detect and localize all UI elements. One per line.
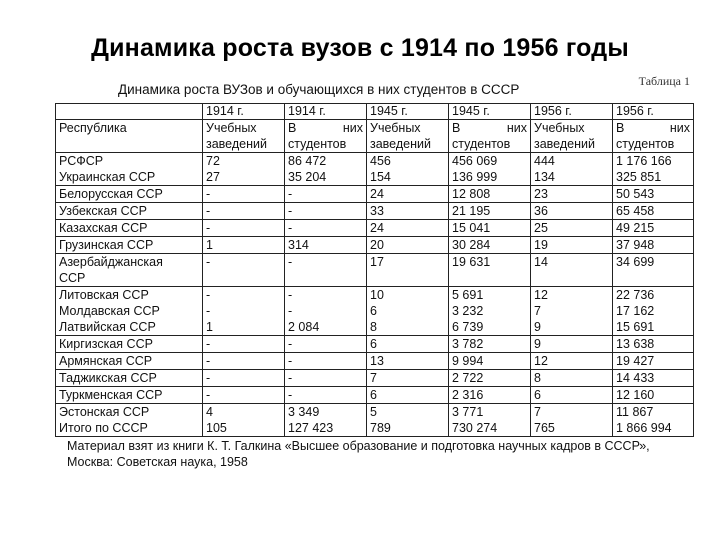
year-header: 1956 г.: [613, 104, 694, 120]
institutions-cell: 25: [531, 220, 613, 237]
republic-cell: РСФСР Украинская ССР: [56, 153, 203, 186]
institutions-cell: 23: [531, 186, 613, 203]
students-cell: 34 699: [613, 254, 694, 287]
students-cell: 19 631: [449, 254, 531, 287]
republic-header: Республика: [56, 120, 203, 153]
students-cell: 314: [285, 237, 367, 254]
institutions-cell: 456 154: [367, 153, 449, 186]
students-cell: 13 638: [613, 336, 694, 353]
republic-cell: Литовская ССР Молдавская ССР Латвийская ССР: [56, 287, 203, 336]
republic-cell: Киргизская ССР: [56, 336, 203, 353]
table-row: [56, 153, 694, 186]
year-header: 1914 г.: [285, 104, 367, 120]
institutions-cell: - - 1: [203, 287, 285, 336]
republic-cell: Азербайджанская ССР: [56, 254, 203, 287]
source-note: Материал взят из книги К. Т. Галкина «Высшее образование и подготовка научных кадров в СССР», Москва: Советская наука, 1958: [67, 439, 650, 469]
students-header: В них студентов: [449, 120, 531, 153]
students-cell: 12 808: [449, 186, 531, 203]
students-cell: 15 041: [449, 220, 531, 237]
institutions-cell: 9: [531, 336, 613, 353]
institutions-cell: -: [203, 370, 285, 387]
institutions-cell: -: [203, 203, 285, 220]
republic-cell: Грузинская ССР: [56, 237, 203, 254]
students-cell: -: [285, 220, 367, 237]
year-header: 1914 г.: [203, 104, 285, 120]
students-cell: 14 433: [613, 370, 694, 387]
students-cell: 30 284: [449, 237, 531, 254]
table-caption: Динамика роста ВУЗов и обучающихся в них студентов в СССР: [118, 82, 520, 97]
institutions-header: Учебных заведений: [531, 120, 613, 153]
institutions-cell: -: [203, 353, 285, 370]
republic-cell: Армянская ССР: [56, 353, 203, 370]
students-cell: 3 771 730 274: [449, 404, 531, 437]
year-header-empty: [56, 104, 203, 120]
students-cell: -: [285, 387, 367, 404]
students-cell: -: [285, 254, 367, 287]
table-row: [56, 287, 694, 336]
table-row: [56, 353, 694, 370]
students-cell: -: [285, 203, 367, 220]
students-cell: 21 195: [449, 203, 531, 220]
republic-cell: Таджикская ССР: [56, 370, 203, 387]
institutions-cell: 8: [531, 370, 613, 387]
students-cell: -: [285, 370, 367, 387]
table-row: [56, 387, 694, 404]
students-header: В них студентов: [613, 120, 694, 153]
students-cell: 5 691 3 232 6 739: [449, 287, 531, 336]
institutions-cell: 19: [531, 237, 613, 254]
institutions-cell: 7: [367, 370, 449, 387]
students-cell: 3 782: [449, 336, 531, 353]
table-row: [56, 203, 694, 220]
students-cell: 19 427: [613, 353, 694, 370]
republic-cell: Казахская ССР: [56, 220, 203, 237]
institutions-cell: 5 789: [367, 404, 449, 437]
students-cell: 22 736 17 162 15 691: [613, 287, 694, 336]
table-row: [56, 336, 694, 353]
students-cell: 11 867 1 866 994: [613, 404, 694, 437]
institutions-cell: 24: [367, 220, 449, 237]
students-cell: 2 722: [449, 370, 531, 387]
institutions-cell: 6: [367, 336, 449, 353]
year-header: 1945 г.: [367, 104, 449, 120]
institutions-cell: 6: [531, 387, 613, 404]
institutions-cell: -: [203, 387, 285, 404]
institutions-cell: 444 134: [531, 153, 613, 186]
institutions-cell: 24: [367, 186, 449, 203]
institutions-cell: -: [203, 254, 285, 287]
institutions-cell: 33: [367, 203, 449, 220]
students-cell: 2 316: [449, 387, 531, 404]
students-cell: -: [285, 353, 367, 370]
institutions-cell: 72 27: [203, 153, 285, 186]
institutions-cell: 14: [531, 254, 613, 287]
slide-title: Динамика роста вузов с 1914 по 1956 годы: [91, 34, 629, 62]
students-cell: 49 215: [613, 220, 694, 237]
students-header: В них студентов: [285, 120, 367, 153]
institutions-cell: -: [203, 186, 285, 203]
republic-cell: Белорусская ССР: [56, 186, 203, 203]
institutions-cell: 12: [531, 353, 613, 370]
students-cell: 65 458: [613, 203, 694, 220]
table-row: [56, 237, 694, 254]
year-header: 1956 г.: [531, 104, 613, 120]
column-header-row: [56, 120, 694, 153]
institutions-cell: 20: [367, 237, 449, 254]
institutions-cell: 36: [531, 203, 613, 220]
year-header-row: [56, 104, 694, 120]
institutions-cell: 17: [367, 254, 449, 287]
students-cell: - - 2 084: [285, 287, 367, 336]
year-header: 1945 г.: [449, 104, 531, 120]
institutions-header: Учебных заведений: [203, 120, 285, 153]
institutions-cell: 4 105: [203, 404, 285, 437]
institutions-cell: 12 7 9: [531, 287, 613, 336]
table-label: Таблица 1: [638, 74, 690, 88]
students-cell: 1 176 166 325 851: [613, 153, 694, 186]
students-cell: 12 160: [613, 387, 694, 404]
republic-cell: Узбекская ССР: [56, 203, 203, 220]
students-cell: 86 472 35 204: [285, 153, 367, 186]
institutions-cell: 10 6 8: [367, 287, 449, 336]
table-row: [56, 186, 694, 203]
table-row: [56, 370, 694, 387]
institutions-cell: 13: [367, 353, 449, 370]
students-cell: -: [285, 336, 367, 353]
institutions-cell: 7 765: [531, 404, 613, 437]
table-row: [56, 220, 694, 237]
table-row: [56, 254, 694, 287]
students-cell: 9 994: [449, 353, 531, 370]
data-table: [55, 103, 694, 437]
table-row: [56, 404, 694, 437]
institutions-cell: -: [203, 220, 285, 237]
institutions-cell: 6: [367, 387, 449, 404]
institutions-cell: 1: [203, 237, 285, 254]
students-cell: 37 948: [613, 237, 694, 254]
students-cell: 3 349 127 423: [285, 404, 367, 437]
institutions-cell: -: [203, 336, 285, 353]
institutions-header: Учебных заведений: [367, 120, 449, 153]
republic-cell: Эстонская ССР Итого по СССР: [56, 404, 203, 437]
students-cell: 456 069 136 999: [449, 153, 531, 186]
students-cell: -: [285, 186, 367, 203]
students-cell: 50 543: [613, 186, 694, 203]
republic-cell: Туркменская ССР: [56, 387, 203, 404]
